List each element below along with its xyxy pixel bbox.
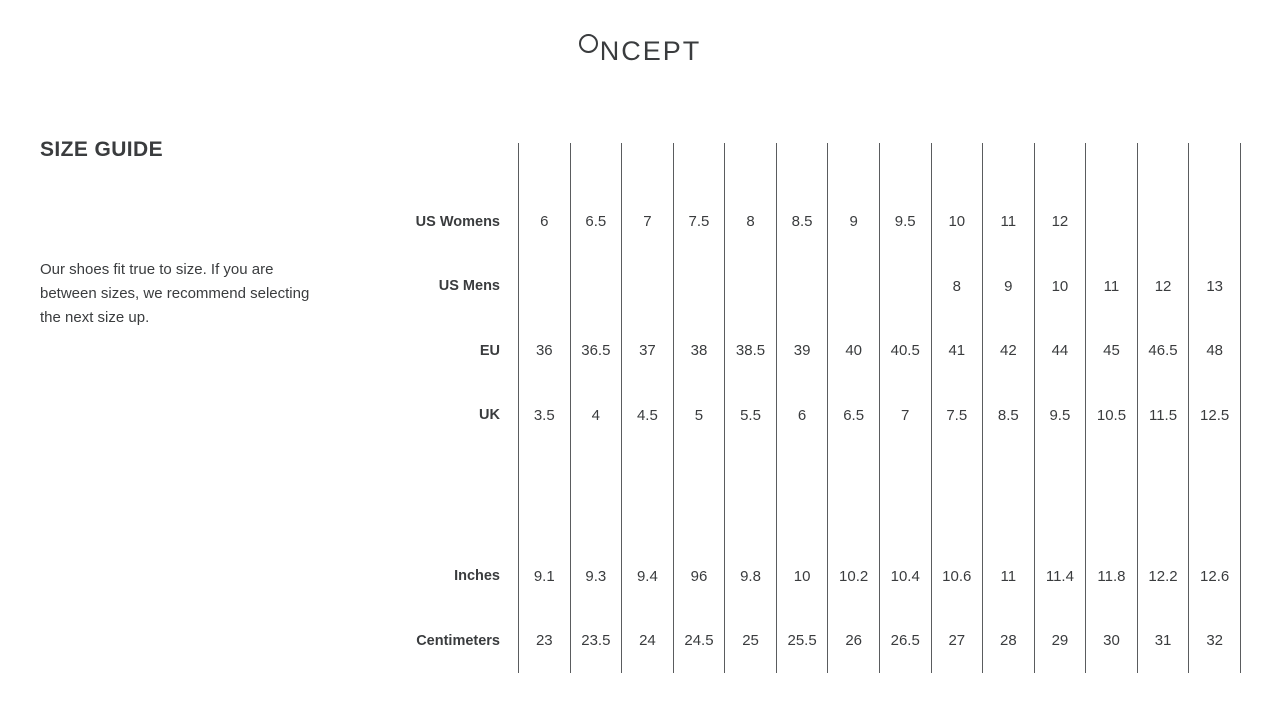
row-label-us-mens: US Mens (438, 278, 500, 295)
cell: 96 (673, 544, 725, 608)
size-table-container (370, 143, 1242, 673)
cell: 6.5 (570, 189, 622, 253)
cell (879, 254, 931, 318)
cell: 12 (1034, 189, 1086, 253)
cell: 28 (983, 608, 1035, 673)
cell: 9.1 (519, 544, 571, 608)
cell: 12 (1137, 254, 1189, 318)
cell: 6 (519, 189, 571, 253)
cell: 10 (1034, 254, 1086, 318)
spacer-cell (828, 447, 880, 544)
spacer-label (370, 143, 519, 189)
spacer-cell (519, 143, 571, 189)
brand-logo-text (579, 34, 702, 67)
cell: 24 (622, 608, 674, 673)
spacer-cell (570, 447, 622, 544)
spacer-cell (622, 447, 674, 544)
spacer-cell (828, 143, 880, 189)
spacer-cell (519, 447, 571, 544)
cell: 9.5 (879, 189, 931, 253)
cell: 23 (519, 608, 571, 673)
spacer-cell (879, 143, 931, 189)
cell: 11.5 (1137, 383, 1189, 447)
cell: 6.5 (828, 383, 880, 447)
spacer-cell (673, 447, 725, 544)
cell: 10.2 (828, 544, 880, 608)
table-row (370, 544, 1241, 608)
cell: 6 (776, 383, 828, 447)
spacer-cell (1086, 447, 1138, 544)
size-table (370, 143, 1241, 673)
cell: 26.5 (879, 608, 931, 673)
cell: 29 (1034, 608, 1086, 673)
cell: 27 (931, 608, 983, 673)
cell (776, 254, 828, 318)
brand-logo-letters: NCEPT (599, 36, 702, 66)
cell (622, 254, 674, 318)
spacer-cell (1137, 143, 1189, 189)
table-spacer-row (370, 143, 1241, 189)
cell: 3.5 (519, 383, 571, 447)
cell (1137, 189, 1189, 253)
cell: 7.5 (673, 189, 725, 253)
cell: 11.4 (1034, 544, 1086, 608)
cell: 46.5 (1137, 318, 1189, 382)
left-column (40, 138, 340, 345)
cell: 11 (1086, 254, 1138, 318)
cell: 37 (622, 318, 674, 382)
cell: 10 (776, 544, 828, 608)
page-title: SIZE GUIDE (40, 138, 164, 161)
spacer-cell (776, 143, 828, 189)
cell: 38.5 (725, 318, 777, 382)
cell: 12.5 (1189, 383, 1241, 447)
cell: 30 (1086, 608, 1138, 673)
cell (1189, 189, 1241, 253)
cell: 40 (828, 318, 880, 382)
cell: 8.5 (776, 189, 828, 253)
row-label-uk: UK (479, 407, 500, 424)
cell: 11 (983, 189, 1035, 253)
row-label-inches: Inches (454, 568, 500, 585)
cell: 8.5 (983, 383, 1035, 447)
cell: 32 (1189, 608, 1241, 673)
cell: 39 (776, 318, 828, 382)
cell: 42 (983, 318, 1035, 382)
row-label-us-womens: US Womens (415, 213, 500, 230)
cell: 25 (725, 608, 777, 673)
cell: 11 (983, 544, 1035, 608)
cell: 12.6 (1189, 544, 1241, 608)
table-spacer-row (370, 447, 1241, 544)
table-row (370, 318, 1241, 382)
spacer-cell (673, 143, 725, 189)
cell (725, 254, 777, 318)
spacer-cell (1189, 447, 1241, 544)
cell: 9 (983, 254, 1035, 318)
cell: 8 (931, 254, 983, 318)
cell: 10.6 (931, 544, 983, 608)
row-label-centimeters: Centimeters (416, 632, 500, 649)
cell: 24.5 (673, 608, 725, 673)
cell: 48 (1189, 318, 1241, 382)
cell: 36.5 (570, 318, 622, 382)
cell (519, 254, 571, 318)
row-label-eu: EU (479, 342, 500, 359)
cell: 10.5 (1086, 383, 1138, 447)
cell: 13 (1189, 254, 1241, 318)
cell: 9 (828, 189, 880, 253)
spacer-cell (776, 447, 828, 544)
spacer-cell (622, 143, 674, 189)
cell: 7 (622, 189, 674, 253)
cell: 7.5 (931, 383, 983, 447)
cell: 10 (931, 189, 983, 253)
cell: 38 (673, 318, 725, 382)
cell: 8 (725, 189, 777, 253)
cell: 9.4 (622, 544, 674, 608)
cell (570, 254, 622, 318)
cell: 9.3 (570, 544, 622, 608)
cell (673, 254, 725, 318)
spacer-cell (570, 143, 622, 189)
cell: 41 (931, 318, 983, 382)
cell: 10.4 (879, 544, 931, 608)
spacer-cell (931, 143, 983, 189)
spacer-cell (725, 143, 777, 189)
cell: 4 (570, 383, 622, 447)
intro-text: Our shoes fit true to size. If you are between sizes, we recommend selecting the next size up. (40, 261, 310, 326)
cell: 40.5 (879, 318, 931, 382)
cell: 31 (1137, 608, 1189, 673)
cell: 25.5 (776, 608, 828, 673)
cell (1086, 189, 1138, 253)
table-row (370, 254, 1241, 318)
spacer-cell (983, 447, 1035, 544)
cell: 7 (879, 383, 931, 447)
cell: 45 (1086, 318, 1138, 382)
spacer-cell (879, 447, 931, 544)
cell: 26 (828, 608, 880, 673)
spacer-cell (1086, 143, 1138, 189)
table-row (370, 189, 1241, 253)
cell: 9.5 (1034, 383, 1086, 447)
cell: 4.5 (622, 383, 674, 447)
spacer-label (370, 447, 519, 544)
cell: 5.5 (725, 383, 777, 447)
cell (828, 254, 880, 318)
spacer-cell (931, 447, 983, 544)
cell: 23.5 (570, 608, 622, 673)
cell: 5 (673, 383, 725, 447)
table-row (370, 608, 1241, 673)
cell: 11.8 (1086, 544, 1138, 608)
brand-logo (0, 34, 1280, 68)
cell: 36 (519, 318, 571, 382)
cell: 12.2 (1137, 544, 1189, 608)
table-row (370, 383, 1241, 447)
cell: 9.8 (725, 544, 777, 608)
spacer-cell (1034, 447, 1086, 544)
spacer-cell (725, 447, 777, 544)
spacer-cell (1034, 143, 1086, 189)
spacer-cell (983, 143, 1035, 189)
brand-logo-circle-icon (579, 34, 598, 53)
cell: 44 (1034, 318, 1086, 382)
spacer-cell (1137, 447, 1189, 544)
spacer-cell (1189, 143, 1241, 189)
